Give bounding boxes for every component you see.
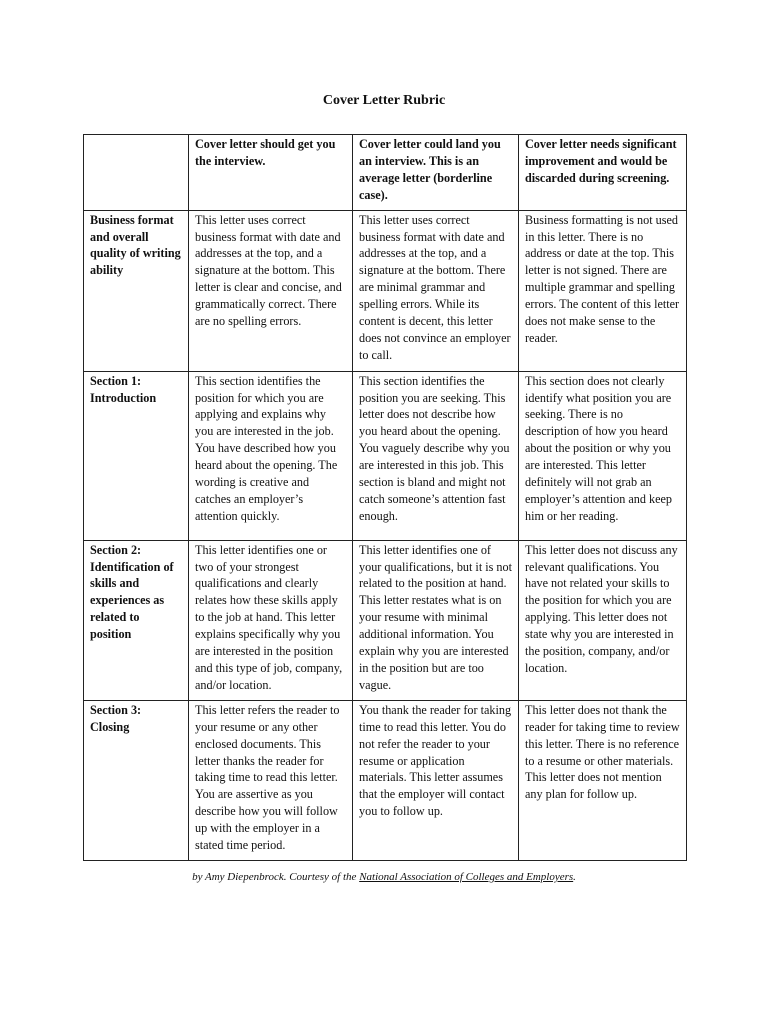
page-title: Cover Letter Rubric: [322, 93, 446, 108]
table-cell: Business formatting is not used in this letter. There is no address or date at the top. This letter is not signed. There are multiple grammar and spelling errors. The content of this letter does not make sense to the reader.: [519, 210, 687, 371]
table-row: [84, 700, 687, 860]
table-cell: This letter uses correct business format with date and addresses at the top, and a signature at the bottom. This letter is clear and concise, and grammatically correct. There are no spelling errors.: [189, 210, 353, 371]
nace-link[interactable]: National Association of Colleges and Employers: [359, 871, 574, 883]
header-cell-discarded: Cover letter needs significant improvement and would be discarded during screening.: [519, 135, 687, 211]
table-cell: This letter uses correct business format with date and addresses at the top, and a signature at the bottom. There are minimal grammar and spelling errors. While its content is decent, this letter does not convince an employer to call.: [353, 210, 519, 371]
footer-suffix: .: [573, 871, 576, 883]
table-row: [84, 371, 687, 540]
table-cell: This letter identifies one of your qualifications, but it is not related to the position at hand. This letter restates what is on your resume with minimal additional information. You explain why you are interested in the position but are too vague.: [353, 540, 519, 700]
footer-credit: [0, 871, 768, 883]
table-cell: This letter refers the reader to your resume or any other enclosed documents. This letter thanks the reader for taking time to read this letter. You are assertive as you describe how you will follow up with the employer in a stated time period.: [189, 700, 353, 860]
row-criterion: Section 2: Identification of skills and experiences as related to position: [84, 540, 189, 700]
table-cell: This letter does not thank the reader for taking time to review this letter. There is no reference to a resume or other materials. This letter does not mention any plan for follow up.: [519, 700, 687, 860]
table-cell: You thank the reader for taking time to read this letter. You do not refer the reader to your resume or application materials. This letter assumes that the employer will contact you to follow up.: [353, 700, 519, 860]
header-cell-interview: Cover letter should get you the interview.: [189, 135, 353, 211]
table-cell: This letter does not discuss any relevant qualifications. You have not related your skills to the position for which you are applying. This letter does not state why you are interested in the position, company, and/or location.: [519, 540, 687, 700]
table-row: [84, 540, 687, 700]
row-criterion: Business format and overall quality of writing ability: [84, 210, 189, 371]
table-row: [84, 210, 687, 371]
table-cell: This section identifies the position you are seeking. This letter does not describe how you heard about the opening. You vaguely describe why you are interested in this job. This section is bland and might not catch someone’s attention fast enough.: [353, 371, 519, 540]
table-header-row: [84, 135, 687, 211]
table-cell: This letter identifies one or two of your strongest qualifications and clearly relates how these skills apply to the job at hand. This letter explains specifically why you are interested in the position and this type of job, company, and/or location.: [189, 540, 353, 700]
rubric-table: [83, 134, 687, 861]
row-criterion: Section 1: Introduction: [84, 371, 189, 540]
row-criterion: Section 3: Closing: [84, 700, 189, 860]
footer-prefix: by Amy Diepenbrock. Courtesy of the: [192, 871, 360, 883]
header-cell-borderline: Cover letter could land you an interview. This is an average letter (borderline case).: [353, 135, 519, 211]
table-cell: This section does not clearly identify what position you are seeking. There is no description of how you heard about the position or why you are interested. This letter definitely will not grab an employer’s attention and keep him or her reading.: [519, 371, 687, 540]
table-cell: This section identifies the position for which you are applying and explains why you are interested in the job. You have described how you heard about the opening. The wording is creative and catches an employer’s attention quickly.: [189, 371, 353, 540]
header-cell-empty: [84, 135, 189, 211]
